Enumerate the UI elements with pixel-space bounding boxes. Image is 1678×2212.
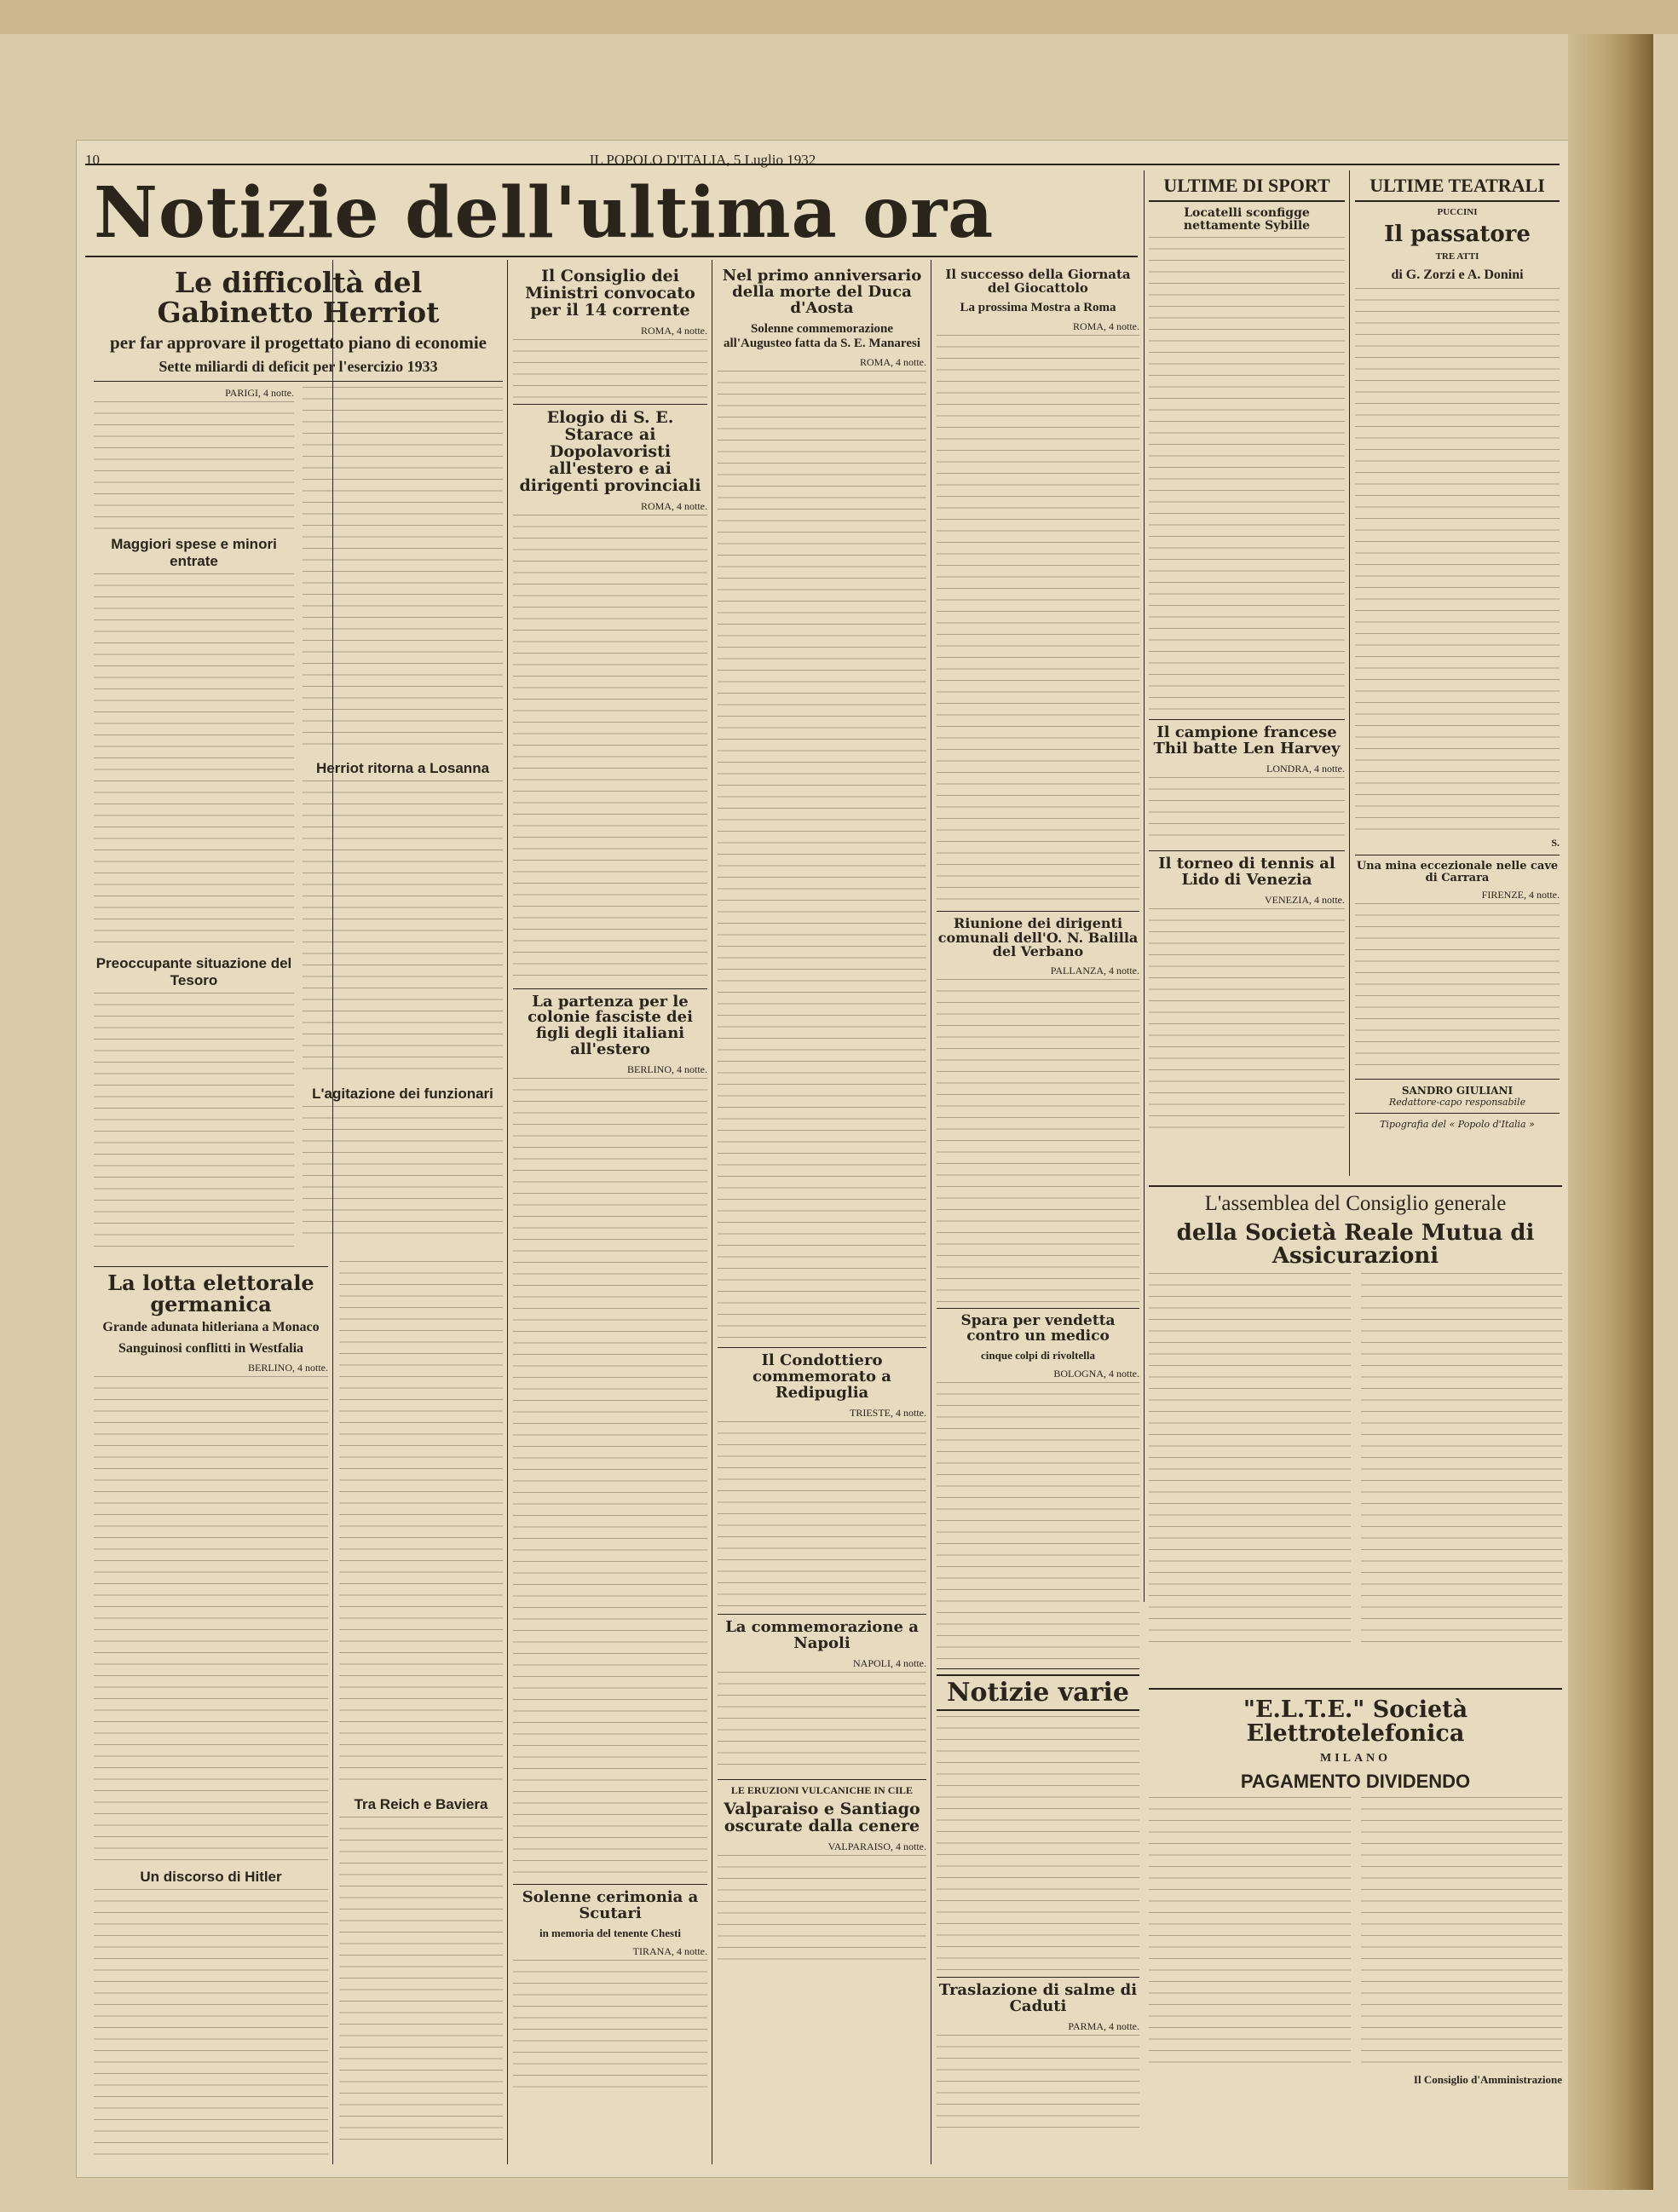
article-dateline: PARIGI, 4 notte.	[225, 387, 294, 400]
article-assicurazioni	[1149, 1180, 1562, 1674]
article-body	[94, 401, 294, 529]
article-headline: Locatelli sconfigge nettamente Sybille	[1183, 206, 1311, 233]
theatre-authors: di G. Zorzi e A. Donini	[1391, 267, 1524, 282]
article-body	[94, 573, 294, 948]
article-subhead: in memoria del tenente Chesti	[539, 1926, 682, 1939]
article-headline: Le difficoltà del Gabinetto Herriot	[157, 268, 440, 329]
scan-right-edge	[1568, 34, 1653, 2190]
article-body	[718, 1421, 926, 1609]
masthead-rule	[85, 256, 1138, 257]
article-dateline: LONDRA, 4 notte.	[1266, 763, 1345, 775]
section-title: Preoccupante situazione del Tesoro	[95, 955, 292, 989]
article-herriot	[94, 268, 503, 1257]
column-divider	[507, 260, 508, 2164]
editor-role: Redattore-capo responsabile	[1388, 1097, 1526, 1109]
article-body	[1149, 237, 1345, 714]
article-subhead: Grande adunata hitleriana a Monaco	[102, 1320, 320, 1335]
article-dateline: FIRENZE, 4 notte.	[1481, 889, 1560, 902]
article-body	[1149, 908, 1345, 1130]
column-3	[513, 268, 707, 2164]
theatre-heading: ULTIME TEATRALI	[1355, 175, 1560, 202]
printer: Tipografia del « Popolo d'Italia »	[1380, 1119, 1535, 1131]
article-body	[94, 1376, 328, 1862]
article-deck: Sanguinosi conflitti in Westfalia	[118, 1340, 304, 1356]
theatre-kicker: PUCCINI	[1437, 207, 1478, 217]
article-body	[513, 515, 707, 983]
theatre-signature: S.	[1551, 836, 1560, 849]
article-headline: Nel primo anniversario della morte del Duca d'Aosta	[722, 268, 922, 317]
column-divider	[1349, 170, 1350, 1176]
article-body	[94, 1889, 328, 2164]
article-body	[1361, 1273, 1563, 1648]
article-subhead: per far approvare il progettato piano di economie	[110, 332, 487, 354]
article-headline: Valparaiso e Santiago oscurate dalla cenere	[724, 1800, 920, 1836]
article-body	[1149, 777, 1345, 845]
article-germany-continued	[339, 1261, 503, 2164]
article-headline: Il torneo di tennis al Lido di Venezia	[1158, 855, 1335, 890]
article-dateline: ROMA, 4 notte.	[641, 499, 707, 512]
theatre-column	[1355, 175, 1560, 1176]
article-body	[303, 1106, 503, 1242]
article-headline: Riunione dei dirigenti comunali dell'O. N. Balilla del Verbano	[937, 914, 1139, 960]
article-body	[1361, 1797, 1563, 2070]
article-footer: Il Consiglio d'Amministrazione	[1413, 2073, 1562, 2087]
article-headline: Il Consiglio dei Ministri convocato per il 14 corrente	[525, 268, 695, 320]
article-dateline: PALLANZA, 4 notte.	[1050, 965, 1139, 977]
article-body	[937, 335, 1139, 906]
article-headline: Traslazione di salme di Caduti	[938, 1981, 1138, 2016]
article-kicker: LE ERUZIONI VULCANICHE IN CILE	[730, 1783, 914, 1796]
article-dateline: VALPARAISO, 4 notte.	[827, 1840, 926, 1853]
article-body	[937, 1382, 1139, 1663]
article-subhead: PAGAMENTO DIVIDENDO	[1240, 1770, 1471, 1792]
article-body	[303, 781, 503, 1079]
article-dateline: TIRANA, 4 notte.	[632, 1944, 707, 1957]
article-body	[1355, 288, 1560, 833]
article-dateline: BOLOGNA, 4 notte.	[1053, 1367, 1139, 1380]
sport-column	[1149, 175, 1345, 1172]
masthead: Notizie dell'ultima ora	[94, 175, 995, 251]
article-body	[513, 339, 707, 399]
editor-name: SANDRO GIULIANI	[1401, 1085, 1514, 1097]
article-deck: Sette miliardi di deficit per l'esercizio 1933	[159, 358, 438, 376]
article-germany	[94, 1261, 328, 2164]
article-dateline: ROMA, 4 notte.	[1073, 320, 1139, 332]
article-body	[1355, 903, 1560, 1074]
article-headline: La lotta elettorale germanica	[107, 1270, 314, 1317]
article-body	[937, 1716, 1139, 1972]
article-headline: Spara per vendetta contro un medico	[960, 1312, 1116, 1345]
article-body	[718, 371, 926, 1342]
article-dateline: NAPOLI, 4 notte.	[853, 1656, 926, 1669]
article-kicker: L'assemblea del Consiglio generale	[1204, 1192, 1507, 1215]
article-dateline: PARMA, 4 notte.	[1068, 2020, 1139, 2033]
article-dateline: BERLINO, 4 notte.	[627, 1063, 707, 1076]
article-body	[94, 993, 294, 1256]
article-body	[513, 1960, 707, 2088]
article-headline: La commemorazione a Napoli	[725, 1617, 919, 1652]
article-body	[718, 1855, 926, 1966]
article-elte	[1149, 1683, 1562, 2169]
article-dateline: ROMA, 4 notte.	[641, 324, 707, 337]
article-headline: della Società Reale Mutua di Assicurazioni	[1176, 1219, 1535, 1270]
column-5	[937, 268, 1139, 2164]
newspaper-date: IL POPOLO D'ITALIA, 5 Luglio 1932	[589, 152, 816, 168]
scan-top-edge	[0, 0, 1678, 34]
article-headline: Solenne cerimonia a Scutari	[522, 1888, 699, 1922]
article-subhead: cinque colpi di rivoltella	[981, 1348, 1095, 1362]
article-city: MILANO	[1319, 1751, 1392, 1765]
article-dateline: TRIESTE, 4 notte.	[850, 1406, 926, 1419]
article-headline: Il successo della Giornata del Giocattolo	[945, 268, 1131, 296]
article-dateline: VENEZIA, 4 notte.	[1265, 893, 1345, 906]
article-body	[718, 1672, 926, 1774]
article-subhead: Solenne commemorazione all'Augusteo fatta da S. E. Manaresi	[724, 321, 920, 350]
article-body	[937, 979, 1139, 1303]
section-title: Tra Reich e Baviera	[354, 1796, 488, 1812]
article-subhead: La prossima Mostra a Roma	[960, 300, 1116, 314]
article-headline: "E.L.T.E." Società Elettrotelefonica	[1243, 1696, 1468, 1748]
article-body	[513, 1078, 707, 1879]
section-title: Maggiori spese e minori entrate	[111, 536, 277, 570]
article-headline: Elogio di S. E. Starace ai Dopolavoristi all'estero e ai dirigenti provinciali	[519, 407, 701, 495]
article-dateline: ROMA, 4 notte.	[860, 356, 926, 369]
sport-heading: ULTIME DI SPORT	[1149, 175, 1345, 202]
article-body	[937, 2035, 1139, 2137]
article-body	[339, 1817, 503, 2140]
article-body	[339, 1261, 503, 1789]
section-title: Un discorso di Hitler	[140, 1869, 282, 1886]
article-headline: Il campione francese Thil batte Len Harvey	[1153, 723, 1341, 758]
column-divider	[1144, 170, 1145, 1602]
article-body	[303, 387, 503, 753]
article-dateline: BERLINO, 4 notte.	[248, 1362, 328, 1374]
section-title: L'agitazione dei funzionari	[312, 1086, 493, 1103]
article-headline: Il Condottiero commemorato a Redipuglia	[753, 1351, 891, 1402]
column-4	[718, 268, 926, 2164]
theatre-title: Il passatore	[1384, 221, 1531, 247]
theatre-sub: TRE ATTI	[1435, 251, 1479, 262]
article-headline: Una mina eccezionale nelle cave di Carrara	[1356, 859, 1559, 884]
article-headline: Notizie varie	[937, 1674, 1139, 1712]
article-headline: La partenza per le colonie fasciste dei figli degli italiani all'estero	[528, 992, 693, 1059]
section-title: Herriot ritorna a Losanna	[315, 760, 490, 777]
page-number: 10	[85, 152, 100, 168]
article-body	[1149, 1273, 1351, 1648]
article-body	[1149, 1797, 1351, 2070]
